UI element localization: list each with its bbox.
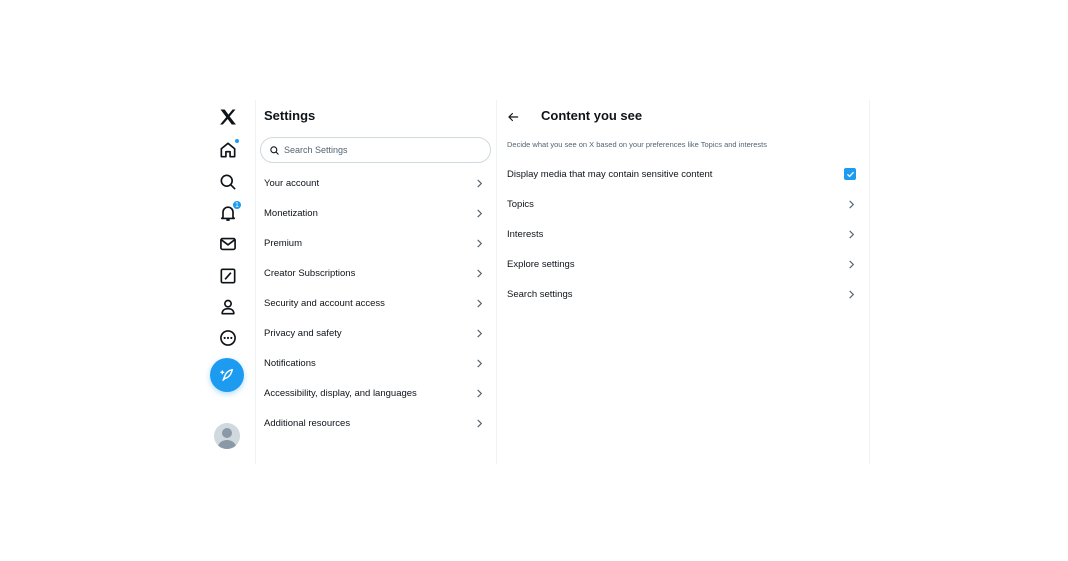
home-icon[interactable] (210, 136, 246, 164)
chevron-right-icon (475, 359, 484, 368)
row-label: Search settings (507, 288, 573, 300)
chevron-right-icon (475, 269, 484, 278)
menu-item-label: Monetization (264, 208, 318, 220)
menu-item-label: Premium (264, 238, 303, 250)
topics-row[interactable] (498, 189, 868, 219)
menu-item-label: Accessibility, display, and languages (264, 387, 417, 399)
row-label: Topics (507, 198, 534, 210)
new-posts-dot (234, 138, 240, 144)
menu-item-label: Privacy and safety (264, 327, 342, 339)
search-icon (269, 145, 280, 156)
chevron-right-icon (475, 299, 484, 308)
menu-item-additional-resources[interactable] (256, 408, 496, 438)
explore-icon[interactable] (210, 168, 246, 196)
chevron-right-icon (847, 290, 856, 299)
menu-item-notifications[interactable] (256, 348, 496, 378)
menu-item-privacy[interactable] (256, 318, 496, 348)
profile-icon[interactable] (210, 293, 246, 321)
menu-item-premium[interactable] (256, 229, 496, 259)
chevron-right-icon (847, 200, 856, 209)
menu-item-label: Creator Subscriptions (264, 268, 356, 280)
settings-search[interactable] (260, 137, 491, 163)
menu-item-label: Additional resources (264, 417, 351, 429)
menu-item-security[interactable] (256, 289, 496, 319)
left-nav (208, 100, 248, 470)
feather-icon (219, 367, 235, 383)
menu-item-accessibility[interactable] (256, 378, 496, 408)
content-title: Content you see (541, 108, 643, 123)
search-settings-row[interactable] (498, 279, 868, 309)
chevron-right-icon (847, 260, 856, 269)
default-avatar-icon (214, 423, 240, 449)
checkmark-icon (846, 170, 855, 179)
divider (869, 100, 870, 464)
row-label: Interests (507, 228, 544, 240)
chevron-right-icon (475, 179, 484, 188)
chevron-right-icon (475, 389, 484, 398)
grok-icon[interactable] (210, 262, 246, 290)
messages-icon[interactable] (210, 230, 246, 258)
menu-item-label: Notifications (264, 357, 316, 369)
chevron-right-icon (475, 209, 484, 218)
account-avatar[interactable] (214, 423, 240, 449)
notification-badge: 1 (232, 200, 242, 210)
menu-item-creator-subscriptions[interactable] (256, 259, 496, 289)
notifications-icon[interactable] (210, 199, 246, 227)
content-options (498, 159, 868, 309)
menu-item-label: Your account (264, 178, 320, 190)
menu-item-monetization[interactable] (256, 199, 496, 229)
menu-item-label: Security and account access (264, 298, 385, 309)
compose-post-button[interactable] (210, 358, 244, 392)
chevron-right-icon (847, 230, 856, 239)
chevron-right-icon (475, 239, 484, 248)
explore-settings-row[interactable] (498, 249, 868, 279)
menu-item-your-account[interactable] (256, 169, 496, 199)
chevron-right-icon (475, 419, 484, 428)
interests-row[interactable] (498, 219, 868, 249)
sensitive-media-checkbox[interactable] (844, 168, 856, 180)
more-icon[interactable] (210, 324, 246, 352)
content-description: Decide what you see on X based on your preferences like Topics and interests (507, 140, 768, 149)
chevron-right-icon (475, 329, 484, 338)
sensitive-media-label: Display media that may contain sensitive content (507, 168, 713, 180)
divider (496, 100, 497, 464)
back-arrow-icon[interactable] (506, 110, 520, 124)
search-input[interactable] (284, 145, 464, 155)
row-label: Explore settings (507, 258, 575, 270)
sensitive-media-row[interactable] (498, 159, 868, 189)
settings-title: Settings (264, 108, 316, 123)
x-logo-icon[interactable] (210, 103, 246, 131)
settings-menu (256, 169, 496, 438)
